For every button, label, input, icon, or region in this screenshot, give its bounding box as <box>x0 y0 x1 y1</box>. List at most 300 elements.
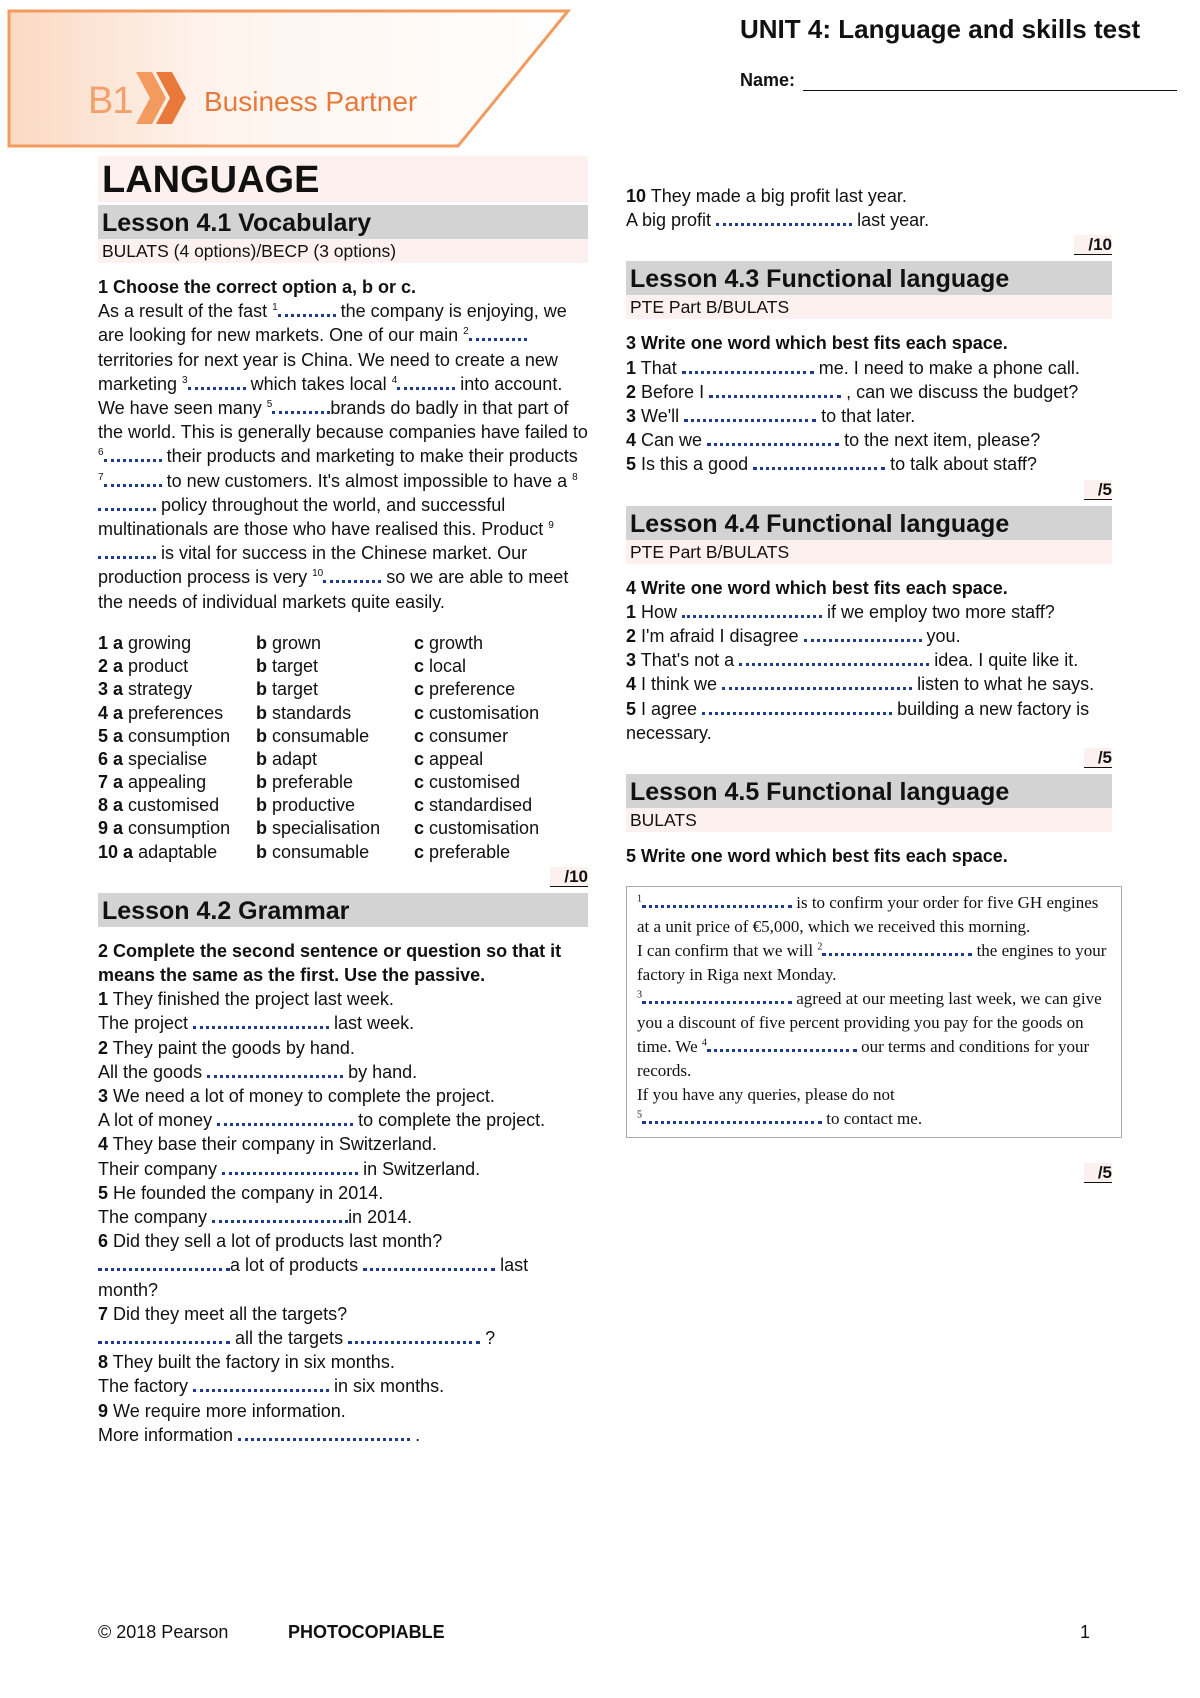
item-number: 6 <box>98 1231 109 1252</box>
item-number: 1 <box>626 357 637 378</box>
logo-brand-name: Business Partner <box>204 86 418 117</box>
question-text: They paint the goods by hand. <box>112 1037 355 1058</box>
gap-10[interactable] <box>323 567 381 583</box>
option-row <box>98 632 539 655</box>
lesson-4-5-title: Lesson 4.5 Functional language <box>626 774 1112 808</box>
answer-text: last year. <box>852 210 930 231</box>
answer-text: The project <box>98 1013 194 1034</box>
sentence-start: Before I <box>641 381 710 402</box>
sentence-start: How <box>641 601 683 622</box>
answer-text: last month? <box>98 1255 529 1300</box>
text-segment: the company is enjoying, we are looking for new markets. One of our main <box>98 301 567 346</box>
option-b[interactable] <box>256 725 414 748</box>
option-row <box>98 794 539 817</box>
text-segment: to new customers. It's almost impossible to have a <box>161 470 573 491</box>
text-segment: our terms and conditions for your records. <box>637 1037 1090 1081</box>
option-letter: 7 a <box>98 772 124 793</box>
option-letter: b <box>256 772 267 793</box>
option-text: consumption <box>128 818 231 839</box>
question-text: They base their company in Switzerland. <box>112 1134 437 1155</box>
lesson-4-2-score <box>626 232 1112 258</box>
option-letter: c <box>414 702 425 723</box>
sentence-end: me. I need to make a phone call. <box>813 357 1080 378</box>
option-letter: 9 a <box>98 818 124 839</box>
option-letter: b <box>256 725 267 746</box>
text-segment: territories for next year is China. We need to create a new marketing <box>98 349 558 394</box>
sentence-start: That <box>640 357 682 378</box>
option-row <box>98 748 539 771</box>
option-b[interactable] <box>256 771 414 794</box>
name-input-line[interactable] <box>803 71 1177 91</box>
left-column <box>98 156 588 1447</box>
page-number: 1 <box>1079 1622 1090 1642</box>
answer-gap[interactable] <box>682 358 814 374</box>
sentence-end: to talk about staff? <box>885 454 1037 475</box>
item-number: 3 <box>626 650 637 671</box>
option-row <box>98 841 539 864</box>
question-line <box>626 452 1112 476</box>
unit-title: UNIT 4: Language and skills test <box>740 14 1141 44</box>
sentence-end: you. <box>921 626 961 647</box>
question-text: Did they sell a lot of products last month? <box>113 1231 443 1252</box>
option-row <box>98 678 539 701</box>
task-4-instruction: 4 Write one word which best fits each space. <box>626 577 1008 598</box>
text-segment: agreed at our meeting last week, we can give you a discount of five percent providing you pay for the goods on time. We <box>637 989 1102 1057</box>
text-segment: is vital for success in the Chinese market. Our production process is very <box>98 543 528 588</box>
answer-gap[interactable] <box>212 1207 348 1223</box>
text-segment: If you have any queries, please do not <box>637 1085 895 1105</box>
question-line <box>626 404 1112 428</box>
answer-text: in six months. <box>329 1376 445 1397</box>
option-row <box>98 655 539 678</box>
option-letter: b <box>256 748 267 769</box>
email-gap-4[interactable] <box>707 1036 857 1052</box>
item-number: 1 <box>98 989 109 1010</box>
item-number: 5 <box>626 698 637 719</box>
lesson-4-2-title: Lesson 4.2 Grammar <box>98 893 588 927</box>
option-text: standardised <box>429 795 533 816</box>
item-number: 3 <box>98 1085 109 1106</box>
name-row <box>740 70 1177 91</box>
option-row <box>98 771 539 794</box>
score-value: /5 <box>1084 1163 1112 1183</box>
answer-line <box>98 1157 588 1181</box>
question-line <box>98 1084 588 1108</box>
option-text: preferable <box>429 841 511 862</box>
email-paragraph: $^3$ agreed at our meeting last week, we can give you a discount of five percent providing you pay for the goods on time. We $^4$ our terms and conditions for your records. <box>637 989 1102 1081</box>
option-c[interactable] <box>414 678 539 701</box>
question-line <box>98 1229 588 1253</box>
task-3-items <box>626 356 1112 477</box>
answer-text: The factory <box>98 1376 194 1397</box>
score-value: /5 <box>1084 748 1112 768</box>
item-number: 5 <box>626 454 637 475</box>
answer-gap[interactable] <box>348 1328 480 1344</box>
answer-line <box>98 1108 588 1132</box>
sentence-start: I agree <box>641 698 703 719</box>
question-line <box>626 184 1112 208</box>
lesson-4-5-subtitle: BULATS <box>626 808 1112 832</box>
question-line <box>626 648 1112 672</box>
lesson-4-5-score <box>626 1160 1112 1186</box>
answer-gap[interactable] <box>207 1062 343 1078</box>
text-segment: which takes local <box>245 373 392 394</box>
answer-gap[interactable] <box>716 210 852 226</box>
option-letter: b <box>256 656 267 677</box>
text-segment: I can confirm that we will <box>637 941 818 961</box>
answer-text: all the targets <box>230 1327 349 1348</box>
option-b[interactable] <box>256 794 414 817</box>
option-a[interactable] <box>98 794 256 817</box>
email-gap-3[interactable] <box>642 988 792 1004</box>
option-letter: 5 a <box>98 725 124 746</box>
option-text: customisation <box>429 818 540 839</box>
sentence-end: building a new factory is necessary. <box>626 698 1090 743</box>
option-text: product <box>128 656 189 677</box>
option-text: customised <box>429 772 521 793</box>
answer-gap[interactable] <box>709 382 841 398</box>
question-line <box>98 1350 588 1374</box>
option-c[interactable] <box>414 655 539 678</box>
task-2-item-10 <box>626 184 1112 232</box>
option-a[interactable] <box>98 817 256 840</box>
sentence-end: if we employ two more staff? <box>822 601 1055 622</box>
answer-line <box>98 1423 588 1447</box>
option-a[interactable] <box>98 748 256 771</box>
question-line <box>98 1399 588 1423</box>
option-letter: c <box>414 818 425 839</box>
option-a[interactable] <box>98 632 256 655</box>
sentence-start: I'm afraid I disagree <box>641 626 804 647</box>
email-gap-2[interactable] <box>822 940 972 956</box>
answer-text: Their company <box>98 1158 223 1179</box>
option-a[interactable] <box>98 655 256 678</box>
item-number: 4 <box>98 1134 109 1155</box>
answer-line <box>98 1011 588 1035</box>
text-segment: As a result of the fast <box>98 301 273 322</box>
question-line <box>98 987 588 1011</box>
option-letter: c <box>414 679 425 700</box>
gap-6[interactable] <box>104 446 162 462</box>
logo-level: B1 <box>88 80 133 122</box>
question-line <box>98 1181 588 1205</box>
task-5-instruction: 5 Write one word which best fits each space. <box>626 846 1008 867</box>
answer-text: More information <box>98 1424 239 1445</box>
answer-gap[interactable] <box>238 1425 410 1441</box>
option-letter: c <box>414 748 425 769</box>
option-c[interactable] <box>414 841 539 864</box>
question-line <box>626 428 1112 452</box>
option-b[interactable] <box>256 632 414 655</box>
answer-text: . <box>410 1424 421 1445</box>
option-letter: c <box>414 632 425 653</box>
task-1-text: As a result of the fast $^1$ the company is enjoying, we are looking for new markets. One of our main $^2$ territories for next year is China. We need to create a new marketing $^3$ which takes local $^4$ into account. We have seen many $^5$ brands do badly in that part of the world. This is generally because companies have failed to $^6$ their products and marketing to make their products $^7$ to new customers. It's almost impossible to have a $^8$ policy throughout the world, and successful multinationals are those who have realised this. Product $^9$ is vital for success in the Chinese market. Our production process is very $^{10}$ so we are able to meet the needs of individual markets quite easily. <box>98 301 588 612</box>
item-number: 4 <box>626 430 637 451</box>
email-text-box <box>626 886 1122 1138</box>
option-text: adapt <box>272 748 318 769</box>
answer-gap[interactable] <box>707 430 839 446</box>
sentence-end: to the next item, please? <box>839 430 1041 451</box>
option-a[interactable] <box>98 771 256 794</box>
option-text: local <box>429 656 467 677</box>
sentence-start: Is this a good <box>641 454 754 475</box>
option-c[interactable] <box>414 725 539 748</box>
option-text: preference <box>429 679 516 700</box>
option-letter: c <box>414 656 425 677</box>
answer-text: A big profit <box>626 210 717 231</box>
option-c[interactable] <box>414 701 539 724</box>
item-number: 10 <box>626 186 647 206</box>
lesson-4-1-subtitle: BULATS (4 options)/BECP (3 options) <box>98 239 588 263</box>
option-letter: c <box>414 795 425 816</box>
email-gap-5[interactable] <box>642 1108 822 1124</box>
sentence-end: , can we discuss the budget? <box>841 381 1079 402</box>
option-text: productive <box>272 795 356 816</box>
task-4-items <box>626 600 1112 745</box>
option-c[interactable] <box>414 771 539 794</box>
option-c[interactable] <box>414 748 539 771</box>
task-2-items <box>98 987 588 1447</box>
option-text: growing <box>128 632 192 653</box>
score-value: /10 <box>550 867 588 887</box>
gap-8[interactable] <box>98 495 156 511</box>
option-b[interactable] <box>256 701 414 724</box>
answer-line <box>98 1060 588 1084</box>
question-text: We need a lot of money to complete the project. <box>113 1085 495 1106</box>
score-value: /10 <box>1074 235 1112 255</box>
question-text: Did they meet all the targets? <box>113 1303 348 1324</box>
answer-gap[interactable] <box>363 1255 495 1271</box>
option-b[interactable] <box>256 817 414 840</box>
sentence-end: to that later. <box>816 406 916 427</box>
question-line <box>98 1302 588 1326</box>
task-3-instruction: 3 Write one word which best fits each space. <box>626 333 1008 354</box>
option-row <box>98 817 539 840</box>
option-b[interactable] <box>256 678 414 701</box>
lesson-4-1-score <box>98 864 588 890</box>
option-letter: b <box>256 632 267 653</box>
item-number: 5 <box>98 1182 109 1203</box>
answer-gap[interactable] <box>702 699 892 715</box>
option-text: strategy <box>128 679 193 700</box>
email-paragraph: If you have any queries, please do not $^5$ to contact me. <box>637 1085 923 1129</box>
logo-frame-icon <box>6 8 572 150</box>
item-number: 8 <box>98 1352 109 1373</box>
option-c[interactable] <box>414 794 539 817</box>
answer-text: last week. <box>329 1013 415 1034</box>
option-b[interactable] <box>256 841 414 864</box>
answer-line <box>98 1374 588 1398</box>
text-segment: policy throughout the world, and successful multinationals are those who have realised this. Product <box>98 494 549 540</box>
text-segment: is to confirm your order for five GH engines at a unit price of €5,000, which we received this morning. <box>637 893 1099 937</box>
option-text: standards <box>272 702 352 723</box>
question-line <box>98 1132 588 1156</box>
score-value: /5 <box>1084 480 1112 500</box>
question-line <box>626 356 1112 380</box>
answer-gap[interactable] <box>682 602 822 618</box>
option-text: preferences <box>128 702 224 723</box>
text-segment: into account. We have seen many <box>98 373 563 419</box>
answer-gap[interactable] <box>804 626 922 642</box>
option-c[interactable] <box>414 817 539 840</box>
answer-text: The company <box>98 1206 213 1227</box>
option-text: growth <box>429 632 484 653</box>
question-text: We require more information. <box>113 1400 346 1421</box>
option-text: adaptable <box>138 841 218 862</box>
gap-3[interactable] <box>188 374 246 390</box>
answer-text: ? <box>480 1327 496 1348</box>
option-text: appeal <box>429 748 484 769</box>
answer-line <box>98 1253 588 1301</box>
text-segment: brands do badly in that part of the world. This is generally because companies have failed to <box>98 398 588 443</box>
option-text: target <box>272 679 319 700</box>
answer-line <box>626 208 1112 232</box>
item-number: 7 <box>98 1303 109 1324</box>
sentence-start: I think we <box>641 674 723 695</box>
option-a[interactable] <box>98 841 256 864</box>
item-number: 2 <box>626 381 637 402</box>
email-gap-1[interactable] <box>642 892 792 908</box>
option-letter: b <box>256 818 267 839</box>
sentence-start: That's not a <box>640 650 740 671</box>
item-number: 3 <box>626 406 637 427</box>
answer-gap[interactable] <box>98 1255 230 1271</box>
answer-gap[interactable] <box>753 454 885 470</box>
item-number: 1 <box>626 601 637 622</box>
option-text: appealing <box>128 772 207 793</box>
question-text: They built the factory in six months. <box>112 1352 395 1373</box>
option-text: consumable <box>272 841 370 862</box>
copyright: © 2018 Pearson <box>98 1622 229 1642</box>
item-number: 2 <box>626 626 637 647</box>
option-text: target <box>272 656 319 677</box>
sentence-end: listen to what he says. <box>912 674 1095 695</box>
question-line <box>626 380 1112 404</box>
option-text: customisation <box>429 702 540 723</box>
option-text: customised <box>128 795 220 816</box>
sentence-end: idea. I quite like it. <box>929 650 1079 671</box>
option-c[interactable] <box>414 632 539 655</box>
text-segment: the engines to your factory in Riga next Monday. <box>637 941 1107 985</box>
lesson-4-4-subtitle: PTE Part B/BULATS <box>626 540 1112 564</box>
task-2-instruction: 2 Complete the second sentence or question so that it means the same as the first. Use the passive. <box>98 940 562 985</box>
answer-gap[interactable] <box>193 1376 329 1392</box>
option-b[interactable] <box>256 655 414 678</box>
answer-line <box>98 1205 588 1229</box>
option-letter: c <box>414 772 425 793</box>
option-a[interactable] <box>98 725 256 748</box>
option-a[interactable] <box>98 701 256 724</box>
email-paragraph: $^1$ is to confirm your order for five GH engines at a unit price of €5,000, which we received this morning. <box>637 893 1099 937</box>
answer-gap[interactable] <box>98 1328 230 1344</box>
answer-gap[interactable] <box>222 1159 358 1175</box>
option-text: consumer <box>429 725 509 746</box>
option-letter: 10 a <box>98 841 134 862</box>
photocopiable-label: PHOTOCOPIABLE <box>288 1622 445 1642</box>
answer-gap[interactable] <box>217 1110 353 1126</box>
gap-9[interactable] <box>98 543 156 559</box>
option-text: consumable <box>272 725 370 746</box>
option-text: specialise <box>128 748 208 769</box>
question-line <box>626 624 1112 648</box>
text-segment: their products and marketing to make their products <box>161 446 578 467</box>
question-line <box>626 600 1112 624</box>
item-number: 9 <box>98 1400 109 1421</box>
option-row <box>98 725 539 748</box>
lesson-4-1-title: Lesson 4.1 Vocabulary <box>98 205 588 239</box>
text-segment: so we are able to meet the needs of individual markets quite easily. <box>98 567 569 612</box>
answer-text: to complete the project. <box>353 1110 546 1131</box>
answer-text: A lot of money <box>98 1110 218 1131</box>
answer-gap[interactable] <box>193 1013 329 1029</box>
option-text: consumption <box>128 725 231 746</box>
sentence-start: Can we <box>641 430 708 451</box>
email-paragraph: I can confirm that we will $^2$ the engines to your factory in Riga next Monday. <box>637 941 1107 985</box>
right-column <box>626 184 1112 1186</box>
lesson-4-4-score <box>626 745 1112 771</box>
answer-gap[interactable] <box>722 674 912 690</box>
option-letter: b <box>256 679 267 700</box>
item-number: 2 <box>98 1037 109 1058</box>
option-letter: b <box>256 795 267 816</box>
answer-text: by hand. <box>343 1061 418 1082</box>
question-text: They finished the project last week. <box>112 989 394 1010</box>
option-letter: c <box>414 725 425 746</box>
option-letter: 8 a <box>98 795 124 816</box>
answer-text: in Switzerland. <box>358 1158 481 1179</box>
answer-gap[interactable] <box>739 650 929 666</box>
option-text: specialisation <box>272 818 381 839</box>
lesson-4-4-title: Lesson 4.4 Functional language <box>626 506 1112 540</box>
lesson-4-3-subtitle: PTE Part B/BULATS <box>626 295 1112 319</box>
gap-1[interactable] <box>278 301 336 317</box>
name-label: Name: <box>740 70 796 90</box>
option-letter: 6 a <box>98 748 124 769</box>
question-line <box>98 1036 588 1060</box>
brand-logo <box>6 8 572 150</box>
lesson-4-3-title: Lesson 4.3 Functional language <box>626 261 1112 295</box>
gap-7[interactable] <box>104 471 162 487</box>
option-letter: b <box>256 702 267 723</box>
option-a[interactable] <box>98 678 256 701</box>
lesson-4-3-score <box>626 477 1112 503</box>
answer-text: in 2014. <box>348 1206 413 1227</box>
option-letter: 2 a <box>98 656 124 677</box>
option-row <box>98 701 539 724</box>
option-letter: 4 a <box>98 702 124 723</box>
answer-text: All the goods <box>98 1061 208 1082</box>
question-text: He founded the company in 2014. <box>113 1182 384 1203</box>
text-segment: to contact me. <box>822 1109 923 1129</box>
question-line <box>626 697 1112 745</box>
option-text: preferable <box>272 772 354 793</box>
section-title: LANGUAGE <box>98 156 588 202</box>
option-letter: b <box>256 841 267 862</box>
option-letter: 1 a <box>98 632 124 653</box>
option-b[interactable] <box>256 748 414 771</box>
sentence-start: We'll <box>641 406 685 427</box>
option-text: grown <box>272 632 322 653</box>
option-letter: c <box>414 841 425 862</box>
answer-line <box>98 1326 588 1350</box>
answer-gap[interactable] <box>684 406 816 422</box>
question-text: They made a big profit last year. <box>650 186 907 206</box>
gap-4[interactable] <box>397 374 455 390</box>
item-number: 4 <box>626 674 637 695</box>
answer-text: a lot of products <box>230 1255 364 1276</box>
gap-2[interactable] <box>469 325 527 341</box>
gap-5[interactable] <box>272 398 330 414</box>
